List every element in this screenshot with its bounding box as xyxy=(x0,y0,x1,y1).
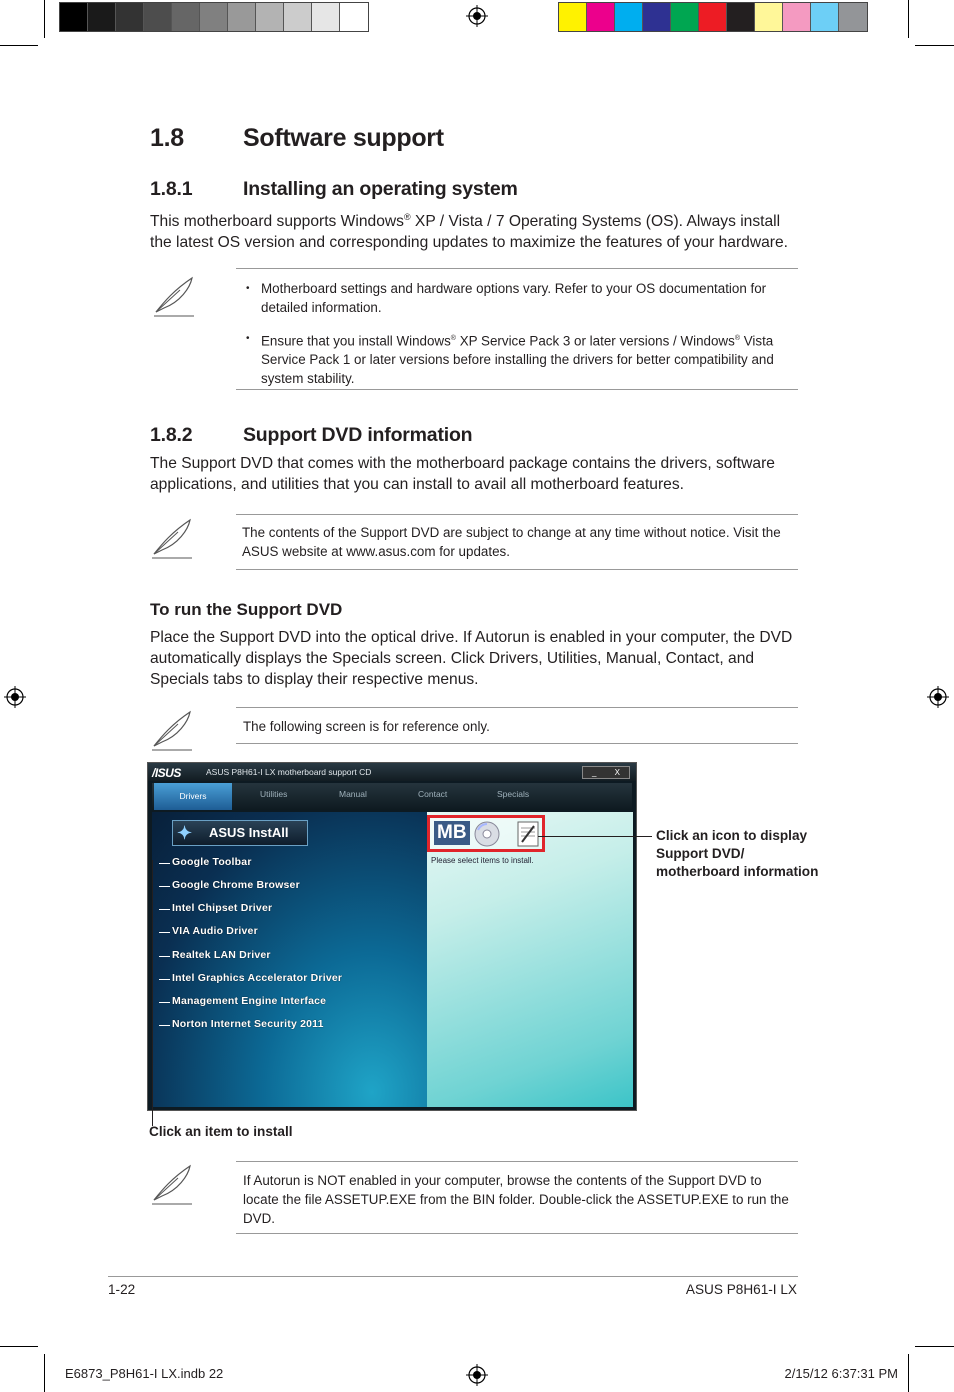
product-name: ASUS P8H61-I LX xyxy=(685,1282,797,1297)
os-note-list xyxy=(236,279,798,388)
note-feather-icon xyxy=(148,514,196,560)
driver-list-item[interactable]: Intel Graphics Accelerator Driver xyxy=(172,972,343,984)
crop-mark xyxy=(915,1346,954,1347)
tab-specials[interactable]: Specials xyxy=(497,789,530,799)
calibration-swatch xyxy=(727,3,755,31)
os-note-item-text: XP Service Pack 3 or later versions / Windows xyxy=(455,333,735,349)
subsection-title: Support DVD information xyxy=(243,424,473,446)
calibration-swatch xyxy=(340,3,368,31)
driver-list-item[interactable]: Google Toolbar xyxy=(172,856,252,868)
minimize-button[interactable]: _ xyxy=(592,768,597,777)
os-note-item xyxy=(236,279,798,317)
calibration-swatch xyxy=(284,3,312,31)
calibration-swatch xyxy=(144,3,172,31)
os-note-item-text: Ensure that you install Windows xyxy=(261,333,451,349)
crop-mark xyxy=(908,1354,909,1392)
note-feather-icon xyxy=(148,706,196,752)
calibration-swatch xyxy=(256,3,284,31)
calibration-swatch xyxy=(228,3,256,31)
window-controls xyxy=(582,766,630,779)
print-timestamp: 2/15/12 6:37:31 PM xyxy=(784,1366,898,1381)
calibration-swatch xyxy=(783,3,811,31)
calibration-swatch xyxy=(172,3,200,31)
reference-note xyxy=(236,707,798,744)
window-title: ASUS P8H61-I LX motherboard support CD xyxy=(206,767,372,777)
driver-list-item[interactable]: Realtek LAN Driver xyxy=(172,949,271,961)
subsection-heading xyxy=(150,424,472,447)
driver-list-item[interactable]: Intel Chipset Driver xyxy=(172,902,273,914)
crop-mark xyxy=(908,0,909,38)
dvd-note-text: The contents of the Support DVD are subject to change at any time without notice. Visit the ASUS website at www.asus.com for updates. xyxy=(242,525,781,559)
registered-mark: ® xyxy=(450,335,456,342)
crop-mark xyxy=(915,45,954,46)
close-button[interactable]: X xyxy=(614,768,620,777)
grayscale-calibration-bar xyxy=(59,2,369,32)
dvd-note xyxy=(236,514,798,570)
run-heading: To run the Support DVD xyxy=(150,600,343,619)
calibration-swatch xyxy=(755,3,783,31)
registered-mark: ® xyxy=(403,212,411,222)
registration-mark-icon xyxy=(927,686,949,708)
color-calibration-bar xyxy=(558,2,868,32)
os-note-item-text: Motherboard settings and hardware options vary. Refer to your OS documentation for detailed information. xyxy=(261,281,767,315)
crop-mark xyxy=(0,45,38,46)
crop-mark xyxy=(44,1354,45,1392)
driver-list-item[interactable]: Management Engine Interface xyxy=(172,995,327,1007)
calibration-swatch xyxy=(671,3,699,31)
asus-logo: /ISUS xyxy=(152,766,181,780)
calibration-swatch xyxy=(587,3,615,31)
calibration-swatch xyxy=(60,3,88,31)
autorun-note-text: If Autorun is NOT enabled in your computer, browse the contents of the Support DVD to locate the file ASSETUP.EXE from the BIN folder. Double-click the ASSETUP.EXE to run the DVD. xyxy=(243,1173,789,1226)
calibration-swatch xyxy=(88,3,116,31)
os-paragraph-text: This motherboard supports Windows xyxy=(150,213,404,231)
note-feather-icon xyxy=(148,1160,196,1206)
driver-list-item[interactable]: Google Chrome Browser xyxy=(172,879,300,891)
tab-utilities[interactable]: Utilities xyxy=(260,789,288,799)
callout-line xyxy=(538,836,652,837)
support-dvd-window xyxy=(147,762,637,1111)
os-paragraph xyxy=(150,207,800,253)
registration-mark-icon xyxy=(466,5,488,27)
calibration-swatch xyxy=(839,3,867,31)
os-note-item xyxy=(236,329,798,388)
calibration-swatch xyxy=(200,3,228,31)
calibration-swatch xyxy=(312,3,340,31)
crop-mark xyxy=(44,0,45,38)
document-icon[interactable] xyxy=(516,820,540,848)
autorun-note xyxy=(236,1161,798,1234)
registration-mark-icon xyxy=(4,686,26,708)
note-feather-icon xyxy=(150,272,198,318)
tab-contact[interactable]: Contact xyxy=(418,789,448,799)
select-items-message: Please select items to install. xyxy=(431,856,534,865)
callout-line xyxy=(152,860,153,1126)
calibration-swatch xyxy=(811,3,839,31)
mb-icon[interactable]: MB xyxy=(434,821,470,845)
footer-rule xyxy=(108,1276,798,1277)
section-heading xyxy=(150,124,444,153)
dvd-disc-icon[interactable] xyxy=(474,821,500,847)
install-all-label: ASUS InstAll xyxy=(209,825,289,840)
subsection-heading xyxy=(150,178,518,201)
tab-bar xyxy=(152,783,632,810)
install-all-button[interactable] xyxy=(172,820,308,846)
icon-callout: Click an icon to display Support DVD/ motherboard information xyxy=(656,828,819,879)
item-callout: Click an item to install xyxy=(149,1124,293,1139)
file-slug: E6873_P8H61-I LX.indb 22 xyxy=(65,1366,224,1381)
driver-list-panel xyxy=(152,812,427,1107)
registration-mark-icon xyxy=(466,1364,488,1386)
magic-wand-icon: ✦ xyxy=(177,823,193,843)
calibration-swatch xyxy=(615,3,643,31)
driver-list-item[interactable]: VIA Audio Driver xyxy=(172,925,258,937)
os-paragraph-text: XP / Vista / 7 Operating Systems (OS). Always install the latest OS version and corresponding updates to maximize the features of your hardware. xyxy=(150,213,788,252)
subsection-number: 1.8.1 xyxy=(150,178,193,200)
calibration-swatch xyxy=(559,3,587,31)
section-number: 1.8 xyxy=(150,124,184,152)
run-paragraph: Place the Support DVD into the optical drive. If Autorun is enabled in your computer, the DVD automatically displays the Specials screen. Click Drivers, Utilities, Manual, Contact, and Specials tabs to display their respective menus. xyxy=(150,629,793,688)
calibration-swatch xyxy=(643,3,671,31)
driver-list-item[interactable]: Norton Internet Security 2011 xyxy=(172,1018,324,1030)
calibration-swatch xyxy=(699,3,727,31)
reference-note-text: The following screen is for reference only. xyxy=(243,719,490,734)
tab-drivers[interactable]: Drivers xyxy=(154,783,232,810)
page-number: 1-22 xyxy=(108,1282,136,1297)
info-icons-highlight xyxy=(427,815,545,852)
section-title: Software support xyxy=(243,124,444,152)
subsection-number: 1.8.2 xyxy=(150,424,193,446)
dvd-paragraph: The Support DVD that comes with the motherboard package contains the drivers, software applications, and utilities that you can install to avail all motherboard features. xyxy=(150,455,775,493)
os-note-item-text: Vista Service Pack 1 or later versions before installing the drivers for better compatibility and system stability. xyxy=(261,333,774,387)
calibration-swatch xyxy=(116,3,144,31)
crop-mark xyxy=(0,1346,38,1347)
tab-manual[interactable]: Manual xyxy=(339,789,367,799)
os-note xyxy=(236,268,798,390)
window-titlebar xyxy=(148,763,636,781)
subsection-title: Installing an operating system xyxy=(243,178,518,200)
registered-mark: ® xyxy=(734,335,740,342)
